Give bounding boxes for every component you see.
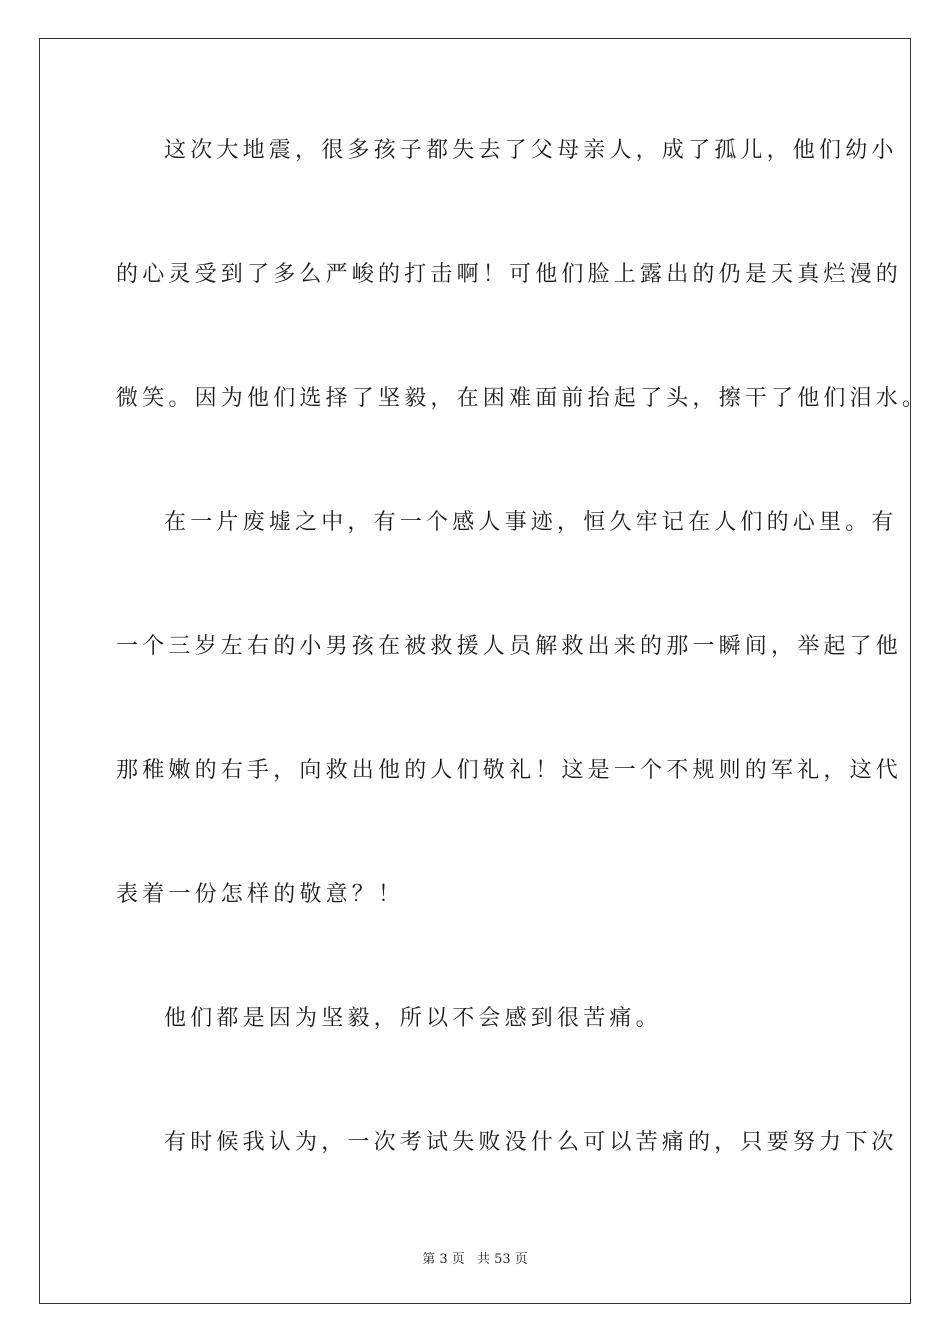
paragraph-1-line-2: 的心灵受到了多么严峻的打击啊！可他们脸上露出的仍是天真烂漫的 [116, 262, 903, 287]
paragraph-1-line-3: 微笑。因为他们选择了坚毅，在困难面前抬起了头，擦干了他们泪水。 [116, 386, 929, 411]
page-border [39, 38, 929, 1304]
current-page-label: 第 3 页 [422, 1252, 465, 1267]
paragraph-4-line-1: 有时候我认为，一次考试失败没什么可以苦痛的，只要努力下次 [164, 1130, 898, 1155]
paragraph-3-line-1: 他们都是因为坚毅，所以不会感到很苦痛。 [164, 1006, 662, 1031]
paragraph-2-line-1: 在一片废墟之中，有一个感人事迹，恒久牢记在人们的心里。有 [164, 510, 898, 535]
paragraph-2-line-2: 一个三岁左右的小男孩在被救援人员解救出来的那一瞬间，举起了他 [116, 634, 903, 659]
page-footer [0, 1248, 950, 1267]
paragraph-1-line-1: 这次大地震，很多孩子都失去了父母亲人，成了孤儿，他们幼小 [164, 138, 898, 163]
total-pages-label: 共 53 页 [476, 1252, 528, 1267]
paragraph-2-line-4: 表着一份怎样的敬意？！ [116, 882, 405, 907]
paragraph-2-line-3: 那稚嫩的右手，向救出他的人们敬礼！这是一个不规则的军礼，这代 [116, 758, 903, 783]
